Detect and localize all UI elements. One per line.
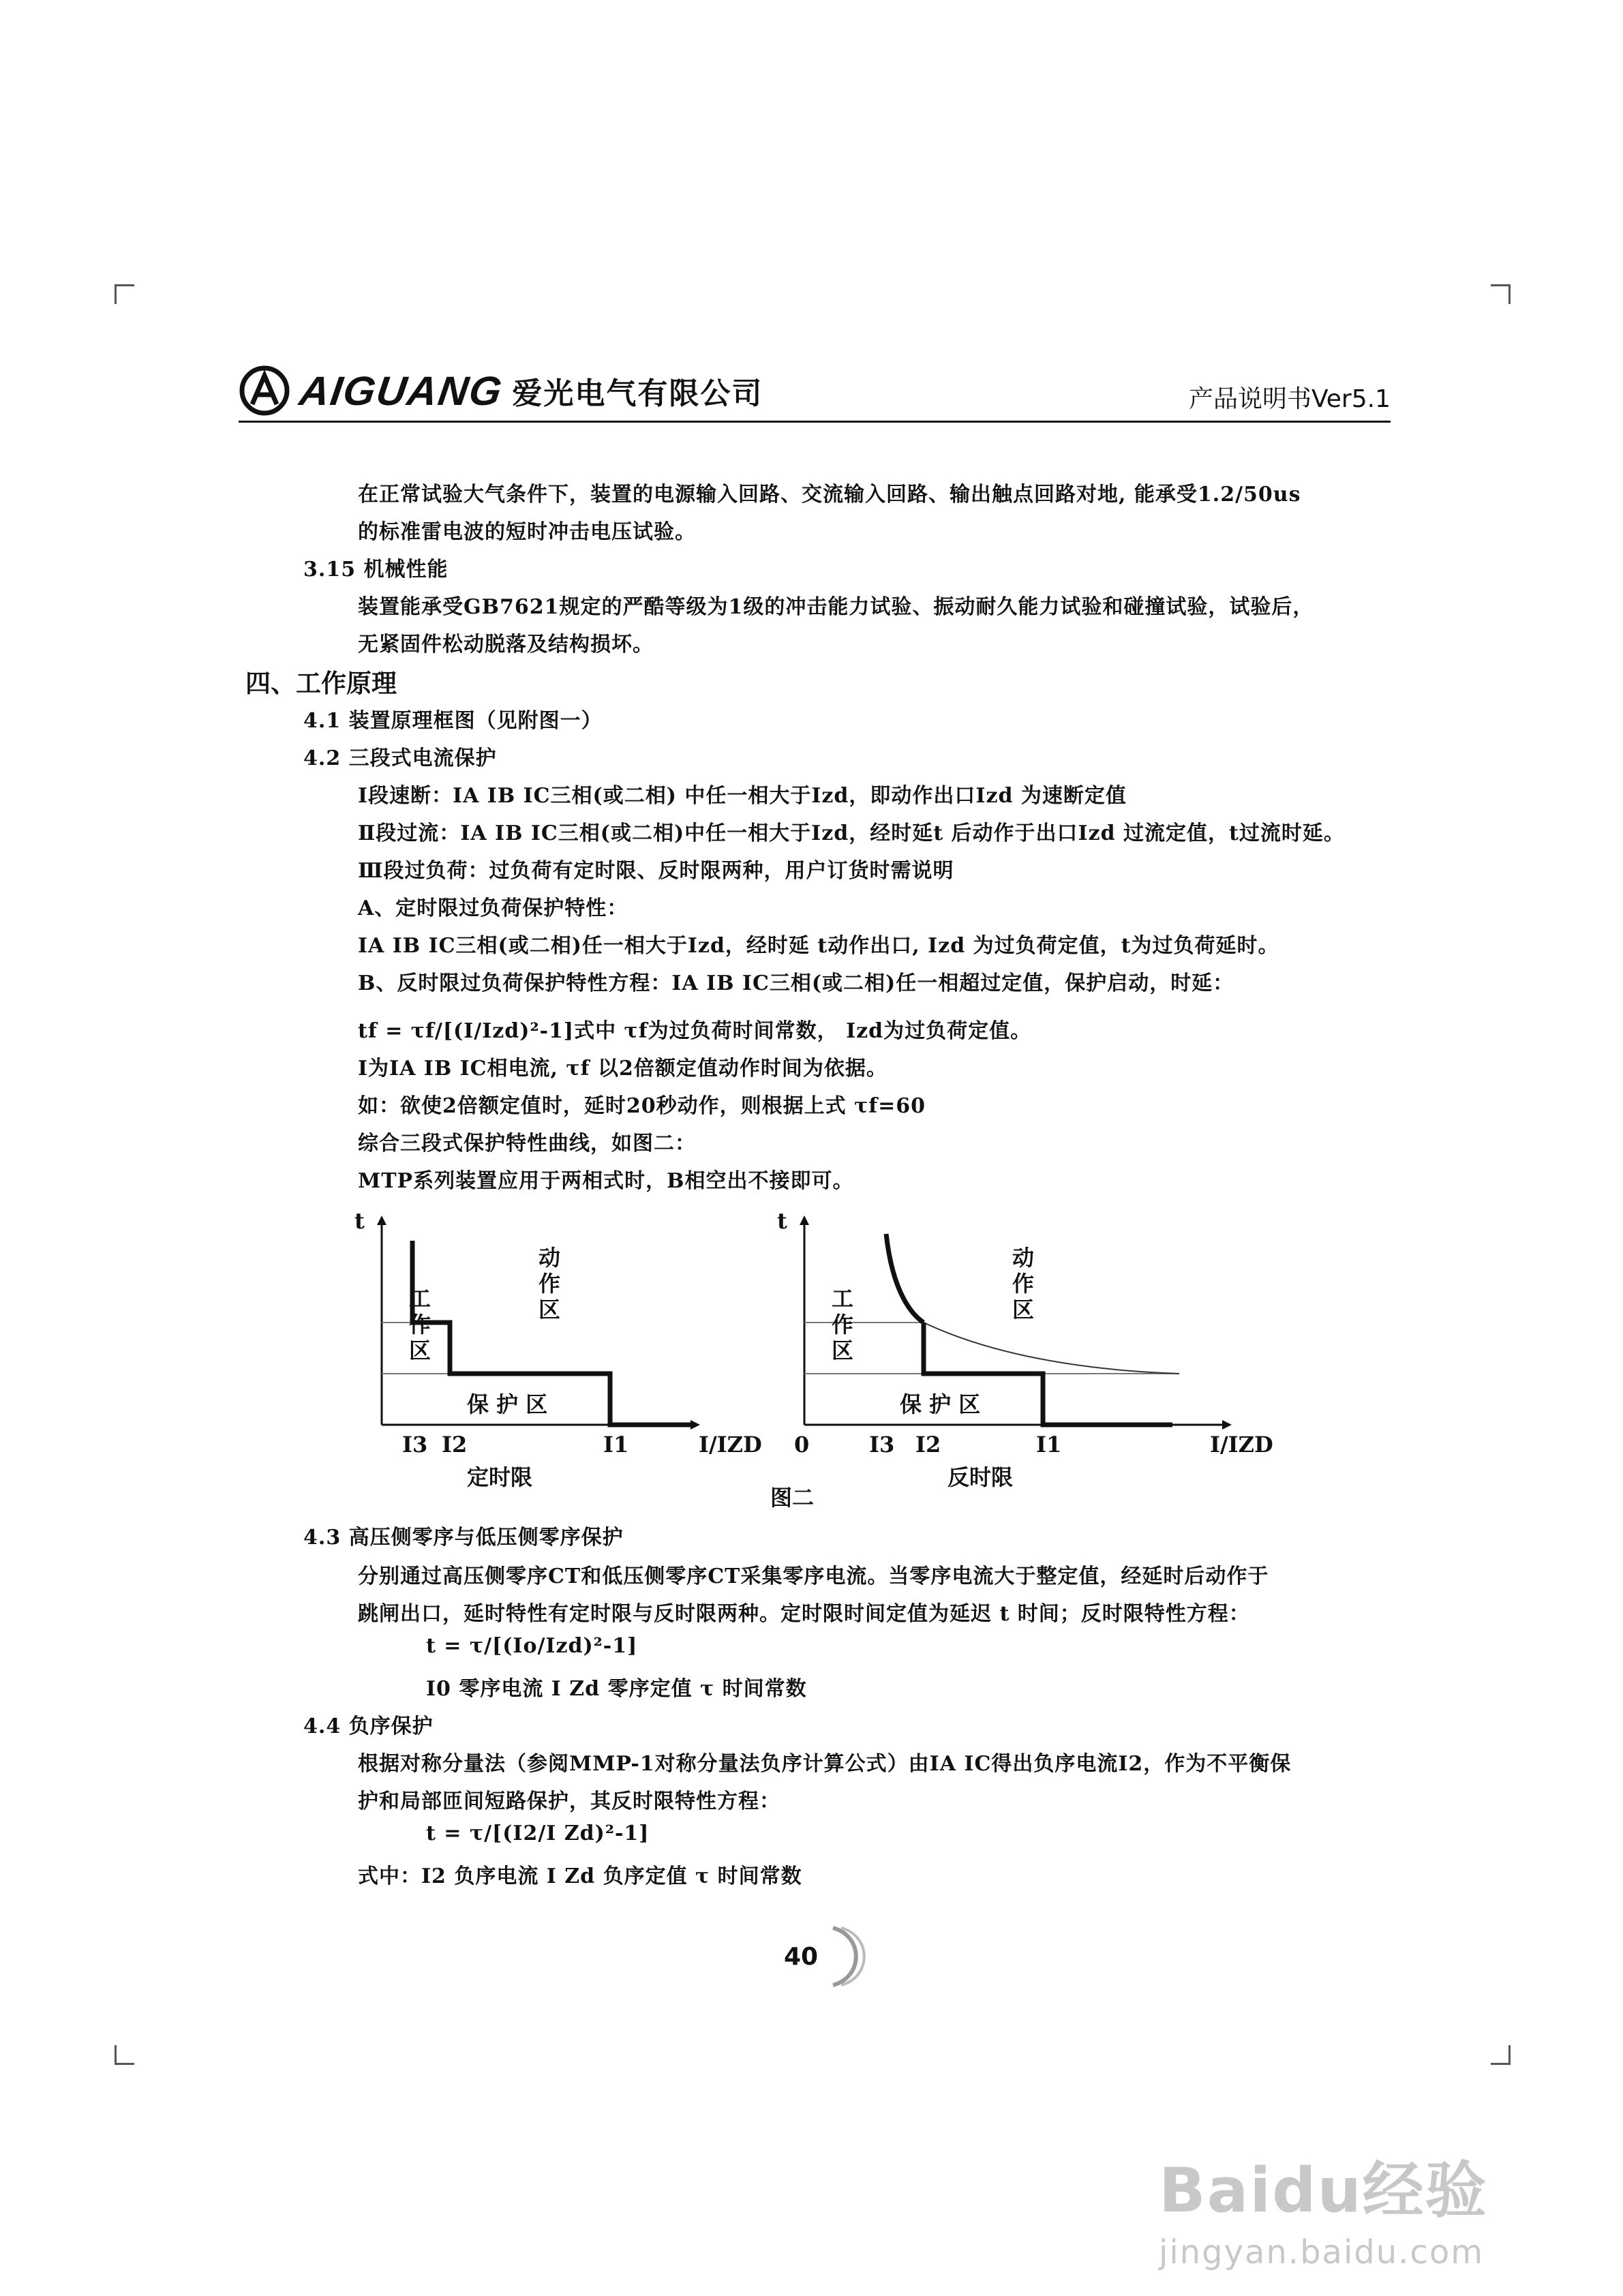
watermark-brand: Baidu经验 — [1159, 2155, 1488, 2226]
left-work-zone-3: 区 — [409, 1338, 431, 1363]
text-line: 无紧固件松动脱落及结构损坏。 — [358, 633, 654, 656]
crop-mark-bottom-right — [1491, 2045, 1511, 2065]
text-line: 式中：I2 负序电流 I Zd 负序定值 τ 时间常数 — [358, 1864, 802, 1888]
text-line: 在正常试验大气条件下，装置的电源输入回路、交流输入回路、输出触点回路对地, 能承受1.2/50us — [358, 483, 1301, 507]
text-line: 根据对称分量法（参阅MMP-1对称分量法负序计算公式）由IA IC得出负序电流I2，作为不平衡保 — [358, 1752, 1292, 1776]
inverse-time-curve — [886, 1234, 924, 1323]
formula-line: t = τ/[(I2/I Zd)²-1] — [426, 1822, 650, 1845]
text-line: Ⅱ段过流：IA IB IC三相(或二相)中任一相大于Izd，经时延t 后动作于出口Izd 过流定值，t过流时延。 — [358, 821, 1345, 845]
right-tick-i2: I2 — [915, 1432, 941, 1457]
figure-graphic — [341, 1207, 1309, 1500]
page-number: 40 — [784, 1943, 819, 1971]
left-action-zone-3: 区 — [539, 1297, 561, 1323]
inverse-time-curve-extension — [924, 1323, 1179, 1374]
subsection-heading: 4.3 高压侧零序与低压侧零序保护 — [303, 1526, 624, 1550]
crop-mark-top-left — [115, 284, 134, 304]
left-protect-zone: 保 护 区 — [467, 1391, 548, 1417]
page-number-decoration-icon — [826, 1922, 874, 1991]
text-line: Ⅰ段速断：IA IB IC三相(或二相) 中任一相大于Izd，即动作出口Izd 为速断定值 — [358, 784, 1127, 808]
left-y-label: t — [354, 1208, 365, 1234]
text-line: 分别通过高压侧零序CT和低压侧零序CT采集零序电流。当零序电流大于整定值，经延时后动作于 — [358, 1565, 1269, 1588]
left-tick-i3: I3 — [402, 1432, 428, 1457]
subsection-heading: 3.15 机械性能 — [303, 558, 449, 581]
left-action-zone-1: 动 — [539, 1245, 561, 1271]
right-action-zone-1: 动 — [1012, 1245, 1035, 1271]
right-x-label: I/IZD — [1210, 1432, 1273, 1457]
left-tick-i2: I2 — [442, 1432, 468, 1457]
left-work-zone-1: 工 — [409, 1286, 431, 1312]
right-tick-i3: I3 — [869, 1432, 895, 1457]
right-action-zone-3: 区 — [1012, 1297, 1035, 1323]
text-line: 护和局部匝间短路保护，其反时限特性方程： — [358, 1789, 780, 1813]
left-action-zone-2: 作 — [539, 1271, 561, 1297]
document-title: 产品说明书Ver5.1 — [1188, 385, 1391, 413]
company-name: 爱光电气有限公司 — [512, 376, 763, 411]
right-protect-zone: 保 护 区 — [900, 1391, 981, 1417]
right-action-zone-2: 作 — [1012, 1271, 1035, 1297]
text-line: MTP系列装置应用于两相式时，B相空出不接即可。 — [358, 1169, 854, 1193]
text-line: A、定时限过负荷保护特性： — [358, 896, 628, 920]
left-diagram-title: 定时限 — [467, 1464, 533, 1490]
right-work-zone-2: 作 — [832, 1312, 854, 1338]
right-tick-i1: I1 — [1036, 1432, 1062, 1457]
right-y-label: t — [777, 1208, 787, 1234]
subsection-heading: 4.2 三段式电流保护 — [303, 746, 497, 770]
right-work-zone-3: 区 — [832, 1338, 854, 1363]
page-header — [239, 365, 1391, 423]
left-tick-i1: I1 — [603, 1432, 629, 1457]
text-line: 装置能承受GB7621规定的严酷等级为1级的冲击能力试验、振动耐久能力试验和碰撞试验，试验后， — [358, 595, 1314, 619]
logo-a-icon — [239, 365, 290, 417]
subsection-heading: 4.1 装置原理框图（见附图一） — [303, 709, 603, 733]
right-diagram-title: 反时限 — [947, 1464, 1014, 1490]
left-x-label: I/IZD — [699, 1432, 762, 1457]
crop-mark-bottom-left — [115, 2045, 134, 2065]
text-line: Ⅲ段过负荷：过负荷有定时限、反时限两种，用户订货时需说明 — [358, 859, 954, 883]
text-line: 的标准雷电波的短时冲击电压试验。 — [358, 520, 696, 544]
watermark — [1159, 2141, 1488, 2271]
text-line: I为IA IB IC相电流, τf 以2倍额定值动作时间为依据。 — [358, 1057, 888, 1081]
left-work-zone-2: 作 — [409, 1312, 431, 1338]
text-line: 跳闸出口，延时特性有定时限与反时限两种。定时限时间定值为延迟 t 时间；反时限特性方程： — [358, 1602, 1250, 1626]
section-heading: 四、工作原理 — [245, 669, 397, 698]
text-line: IA IB IC三相(或二相)任一相大于Izd，经时延 t动作出口, Izd 为过负荷定值，t为过负荷延时。 — [358, 934, 1279, 958]
formula-line: tf = τf/[(I/Izd)²-1]式中 τf为过负荷时间常数， Izd为过负荷定值。 — [358, 1019, 1032, 1043]
subsection-heading: 4.4 负序保护 — [303, 1715, 434, 1738]
text-line: 如：欲使2倍额定值时，延时20秒动作，则根据上式 τf=60 — [358, 1094, 926, 1118]
figure-caption: 图二 — [770, 1485, 815, 1511]
watermark-url: jingyan.baidu.com — [1159, 2233, 1484, 2271]
protection-curves-figure — [341, 1207, 1309, 1511]
text-line: 综合三段式保护特性曲线，如图二： — [358, 1132, 696, 1155]
text-line: I0 零序电流 I Zd 零序定值 τ 时间常数 — [426, 1677, 807, 1701]
crop-mark-top-right — [1491, 284, 1511, 304]
right-origin: 0 — [794, 1432, 810, 1457]
text-line: B、反时限过负荷保护特性方程：IA IB IC三相(或二相)任一相超过定值，保护启动，时延： — [358, 971, 1234, 995]
company-logo — [239, 365, 763, 417]
formula-line: t = τ/[(Io/Izd)²-1] — [426, 1634, 638, 1658]
logo-wordmark: AIGUANG — [297, 367, 506, 414]
right-work-zone-1: 工 — [832, 1286, 854, 1312]
